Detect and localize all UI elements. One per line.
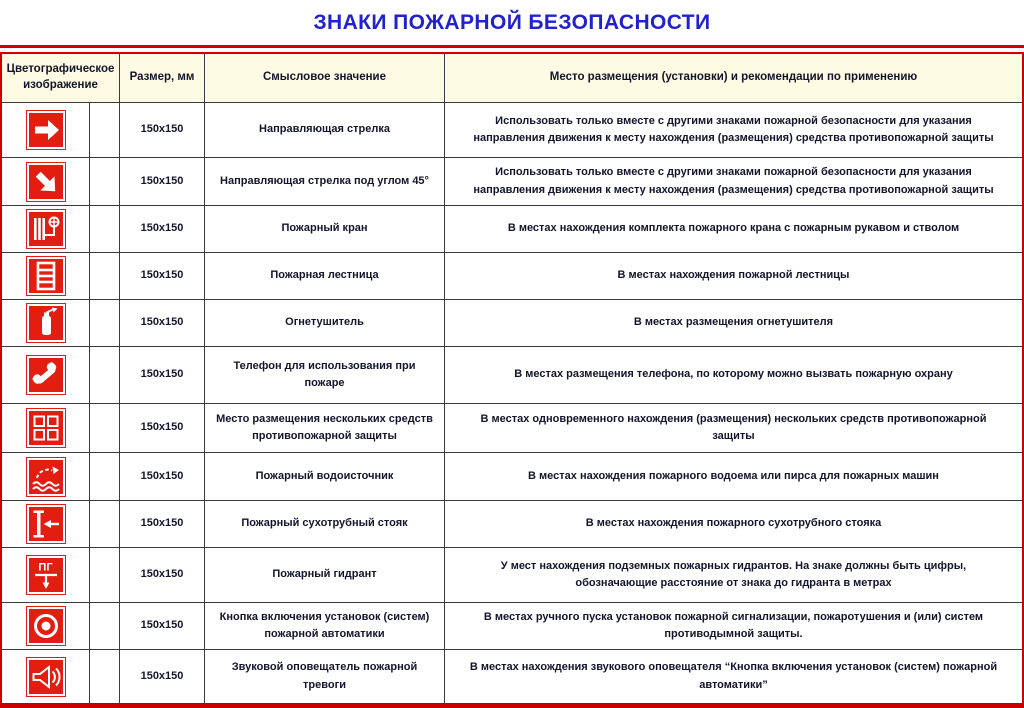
meaning-cell: Пожарная лестница xyxy=(205,253,445,300)
size-cell: 150х150 xyxy=(120,300,205,347)
fire-ladder-icon xyxy=(26,256,66,296)
meaning-cell: Пожарный сухотрубный стояк xyxy=(205,501,445,548)
direction-arrow-45-icon xyxy=(26,162,66,202)
table-body xyxy=(2,103,1022,704)
size-cell: 150х150 xyxy=(120,206,205,253)
image-spacer-cell xyxy=(90,300,120,347)
fire-phone-icon xyxy=(26,355,66,395)
direction-arrow-icon xyxy=(26,110,66,150)
image-spacer-cell xyxy=(90,548,120,603)
size-cell: 150х150 xyxy=(120,453,205,501)
sign-image-cell xyxy=(2,603,90,650)
image-spacer-cell xyxy=(90,158,120,206)
image-spacer-cell xyxy=(90,603,120,650)
table-row xyxy=(2,300,1022,347)
sign-image-cell xyxy=(2,300,90,347)
sign-image-cell xyxy=(2,158,90,206)
placement-cell: У мест нахождения подземных пожарных гидрантов. На знаке должны быть цифры, обозначающие расстояние от знака до гидранта в метрах xyxy=(445,548,1022,603)
sign-image-cell xyxy=(2,206,90,253)
placement-cell: В местах нахождения пожарного сухотрубного стояка xyxy=(445,501,1022,548)
placement-cell: Использовать только вместе с другими знаками пожарной безопасности для указания направления движения к месту нахождения (размещения) средства противопожарной защиты xyxy=(445,103,1022,158)
table-row xyxy=(2,453,1022,501)
placement-cell: В местах размещения телефона, по которому можно вызвать пожарную охрану xyxy=(445,347,1022,404)
fire-water-source-icon xyxy=(26,457,66,497)
image-spacer-cell xyxy=(90,650,120,704)
image-spacer-cell xyxy=(90,404,120,453)
sign-image-cell xyxy=(2,103,90,158)
image-spacer-cell xyxy=(90,501,120,548)
fire-extinguisher-icon xyxy=(26,303,66,343)
fire-alarm-sounder-icon xyxy=(26,657,66,697)
meaning-cell: Пожарный гидрант xyxy=(205,548,445,603)
table-row xyxy=(2,158,1022,206)
sign-image-cell xyxy=(2,347,90,404)
image-spacer-cell xyxy=(90,206,120,253)
meaning-cell: Огнетушитель xyxy=(205,300,445,347)
signs-table xyxy=(0,54,1024,708)
placement-cell: В местах ручного пуска установок пожарной сигнализации, пожаротушения и (или) систем противодымной защиты. xyxy=(445,603,1022,650)
sign-image-cell xyxy=(2,548,90,603)
table-row xyxy=(2,253,1022,300)
placement-cell: В местах нахождения комплекта пожарного крана с пожарным рукавом и стволом xyxy=(445,206,1022,253)
size-cell: 150х150 xyxy=(120,253,205,300)
image-spacer-cell xyxy=(90,103,120,158)
size-cell: 150х150 xyxy=(120,103,205,158)
image-spacer-cell xyxy=(90,453,120,501)
placement-cell: В местах нахождения пожарного водоема или пирса для пожарных машин xyxy=(445,453,1022,501)
multiple-fire-equipment-icon xyxy=(26,408,66,448)
placement-cell: Использовать только вместе с другими знаками пожарной безопасности для указания направления движения к месту нахождения (размещения) средства противопожарной защиты xyxy=(445,158,1022,206)
size-cell: 150х150 xyxy=(120,158,205,206)
placement-cell: В местах размещения огнетушителя xyxy=(445,300,1022,347)
meaning-cell: Направляющая стрелка xyxy=(205,103,445,158)
table-row xyxy=(2,501,1022,548)
table-row xyxy=(2,347,1022,404)
meaning-cell: Пожарный водоисточник xyxy=(205,453,445,501)
sign-image-cell xyxy=(2,501,90,548)
size-cell: 150х150 xyxy=(120,347,205,404)
size-cell: 150х150 xyxy=(120,603,205,650)
table-row xyxy=(2,548,1022,603)
dry-riser-icon xyxy=(26,504,66,544)
fire-hydrant-icon xyxy=(26,555,66,595)
image-spacer-cell xyxy=(90,347,120,404)
meaning-cell: Звуковой оповещатель пожарной тревоги xyxy=(205,650,445,704)
header-meaning: Смысловое значение xyxy=(205,54,445,103)
svg-text:ПГ: ПГ xyxy=(37,561,53,574)
table-header-row xyxy=(2,54,1022,103)
sign-image-cell xyxy=(2,650,90,704)
fire-automation-button-icon xyxy=(26,606,66,646)
fire-hose-reel-icon xyxy=(26,209,66,249)
header-placement: Место размещения (установки) и рекомендации по применению xyxy=(445,54,1022,103)
sign-image-cell xyxy=(2,453,90,501)
page-title: ЗНАКИ ПОЖАРНОЙ БЕЗОПАСНОСТИ xyxy=(313,10,711,34)
table-row xyxy=(2,404,1022,453)
placement-cell: В местах нахождения звукового оповещателя “Кнопка включения установок (систем) пожарной автоматики” xyxy=(445,650,1022,704)
header-image: Цветографическое изображение xyxy=(2,54,120,103)
table-row xyxy=(2,603,1022,650)
image-spacer-cell xyxy=(90,253,120,300)
meaning-cell: Направляющая стрелка под углом 45° xyxy=(205,158,445,206)
table-row xyxy=(2,650,1022,704)
size-cell: 150х150 xyxy=(120,650,205,704)
meaning-cell: Кнопка включения установок (систем) пожарной автоматики xyxy=(205,603,445,650)
sign-image-cell xyxy=(2,253,90,300)
meaning-cell: Телефон для использования при пожаре xyxy=(205,347,445,404)
header-size: Размер, мм xyxy=(120,54,205,103)
title-divider xyxy=(0,45,1024,54)
meaning-cell: Место размещения нескольких средств противопожарной защиты xyxy=(205,404,445,453)
size-cell: 150х150 xyxy=(120,404,205,453)
placement-cell: В местах одновременного нахождения (размещения) нескольких средств противопожарной защиты xyxy=(445,404,1022,453)
sign-image-cell xyxy=(2,404,90,453)
title-band xyxy=(0,0,1024,45)
size-cell: 150х150 xyxy=(120,501,205,548)
size-cell: 150х150 xyxy=(120,548,205,603)
placement-cell: В местах нахождения пожарной лестницы xyxy=(445,253,1022,300)
table-row xyxy=(2,206,1022,253)
table-row xyxy=(2,103,1022,158)
meaning-cell: Пожарный кран xyxy=(205,206,445,253)
